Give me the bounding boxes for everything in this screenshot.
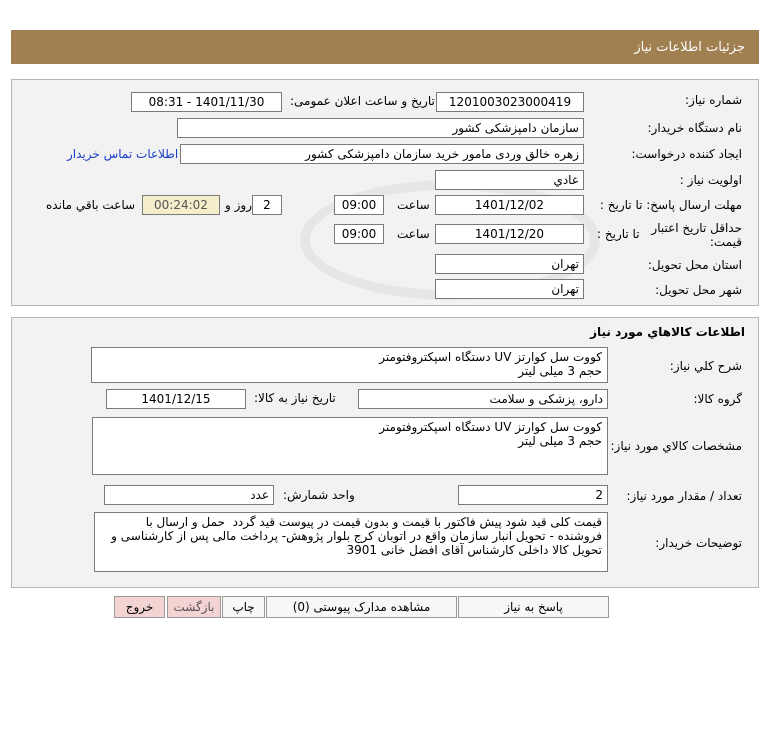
city-field: تهران: [435, 279, 584, 299]
buyer-notes-field: قیمت کلی قید شود پیش فاکتور با قیمت و بدون قیمت در پیوست قید گردد حمل و ارسال با فروشنده - تحویل انبار سازمان واقع در اتوبان کرج بلوار پژوهش- پرداخت مالی پس از کارشناسی و تحویل کالا داخلی کارشناس آقای افضل خانی 3901: [94, 512, 608, 572]
deadline-label: مهلت ارسال پاسخ: تا تاریخ :: [599, 198, 742, 212]
attachments-button[interactable]: مشاهده مدارک پیوستی (0): [266, 596, 457, 618]
validity-label-line2: قیمت:: [709, 235, 742, 249]
spec-label: مشخصات کالاي مورد نياز:: [610, 439, 742, 453]
buyer-contact-link[interactable]: اطلاعات تماس خریدار: [67, 147, 179, 161]
priority-label: اولویت نیاز :: [679, 173, 742, 187]
summary-label: شرح کلي نياز:: [669, 359, 742, 373]
spec-field: کووت سل کوارتز UV دستگاه اسپکتروفتومتر حجم 3 میلی لیتر: [92, 417, 608, 475]
print-button[interactable]: چاپ: [222, 596, 265, 618]
deadline-time-label: ساعت: [397, 198, 430, 212]
need-date-label: تاریخ نیاز به کالا:: [254, 391, 336, 405]
deadline-time-field: 09:00: [334, 195, 384, 215]
days-remaining-field: 2: [252, 195, 282, 215]
qty-label: تعداد / مقدار مورد نیاز:: [626, 489, 742, 503]
province-label: استان محل تحویل:: [647, 258, 742, 272]
time-remaining-label: ساعت باقي مانده: [46, 198, 136, 212]
time-remaining-field: 00:24:02: [142, 195, 220, 215]
validity-time-label: ساعت: [397, 227, 430, 241]
summary-field: کووت سل کوارتز UV دستگاه اسپکتروفتومتر حجم 3 میلی لیتر: [91, 347, 608, 383]
validity-date-field: 1401/12/20: [435, 224, 584, 244]
city-label: شهر محل تحویل:: [655, 283, 742, 297]
buyer-org-field: سازمان دامپزشکی کشور: [177, 118, 584, 138]
priority-field: عادي: [435, 170, 584, 190]
creator-field: زهره خالق وردی مامور خرید سازمان دامپزشکی کشور: [180, 144, 584, 164]
announce-field: 1401/11/30 - 08:31: [131, 92, 282, 112]
need-number-label: شماره نیاز:: [685, 93, 742, 107]
validity-to-label: تا تاریخ :: [597, 227, 640, 241]
province-field: تهران: [435, 254, 584, 274]
page-header: [11, 30, 759, 64]
back-button[interactable]: بازگشت: [167, 596, 221, 618]
respond-button[interactable]: پاسخ به نیاز: [458, 596, 609, 618]
validity-label: [651, 221, 742, 249]
unit-field: عدد: [104, 485, 274, 505]
deadline-date-field: 1401/12/02: [435, 195, 584, 215]
goods-section-title: اطلاعات کالاهاي مورد نياز: [590, 325, 745, 339]
validity-label-line1: حداقل تاریخ اعتبار: [651, 221, 742, 235]
page-title: جزئیات اطلاعات نیاز: [634, 39, 745, 55]
announce-label: تاریخ و ساعت اعلان عمومی:: [290, 94, 435, 108]
need-info-panel: [11, 79, 759, 306]
buyer-org-label: نام دستگاه خریدار:: [647, 121, 742, 135]
unit-label: واحد شمارش:: [283, 488, 355, 502]
validity-time-field: 09:00: [334, 224, 384, 244]
need-number-field: 1201003023000419: [436, 92, 584, 112]
qty-field: 2: [458, 485, 608, 505]
creator-label: ایجاد کننده درخواست:: [631, 147, 742, 161]
group-field: دارو، پزشکی و سلامت: [358, 389, 608, 409]
need-date-field: 1401/12/15: [106, 389, 246, 409]
exit-button[interactable]: خروج: [114, 596, 165, 618]
group-label: گروه کالا:: [693, 392, 742, 406]
days-label: روز و: [225, 198, 252, 212]
buyer-notes-label: توضیحات خریدار:: [655, 536, 742, 550]
